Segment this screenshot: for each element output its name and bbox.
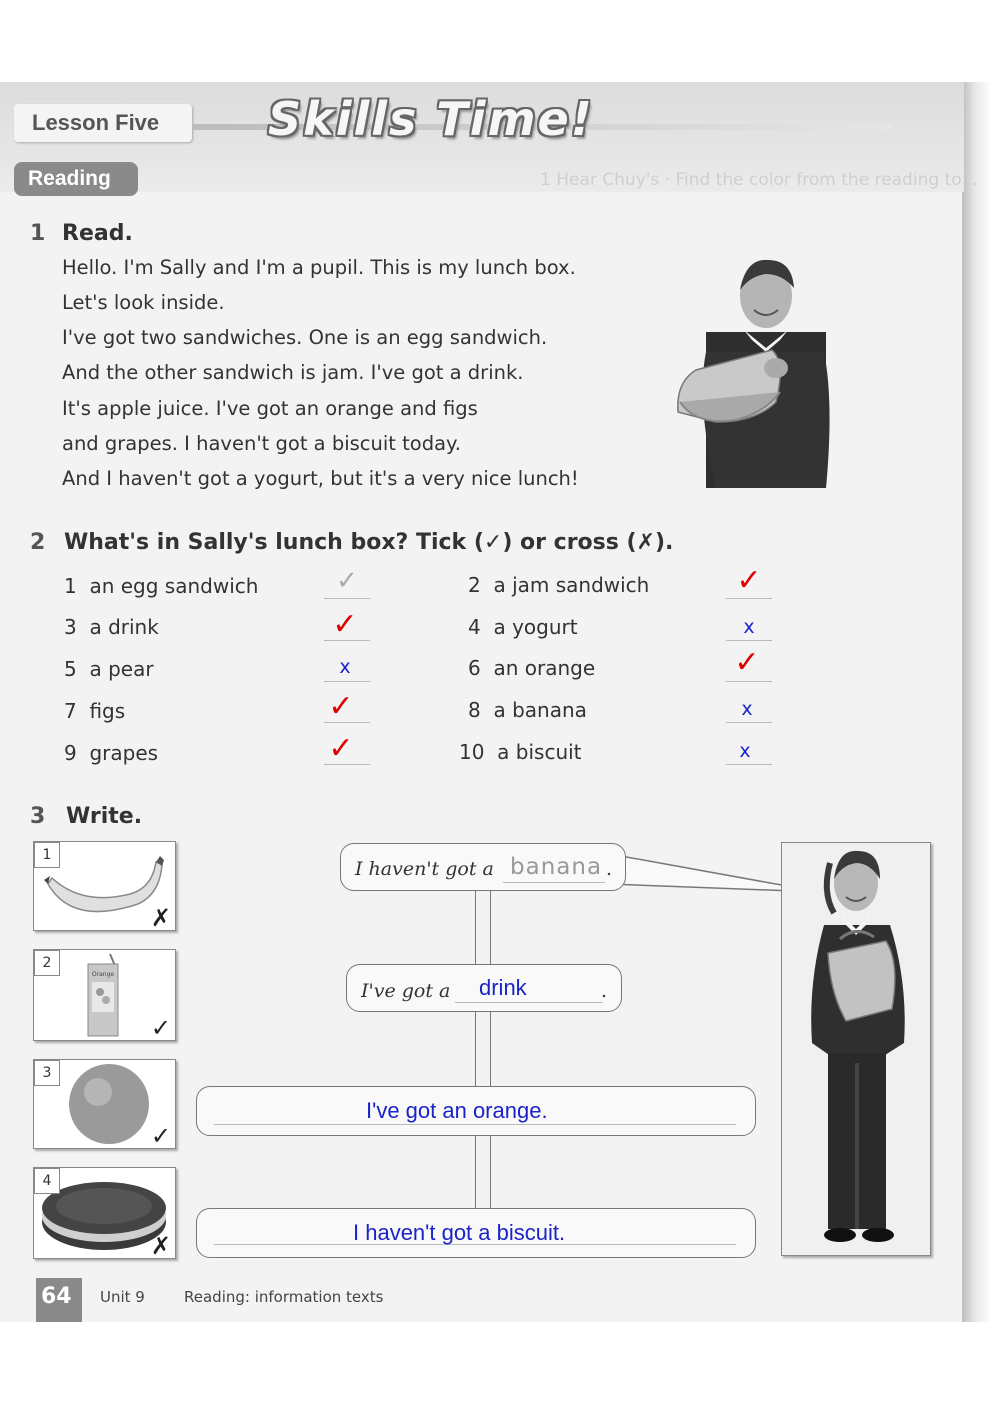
page-number: 64 <box>41 1284 72 1309</box>
ex2-title: What's in Sally's lunch box? Tick (✓) or cross (✗). <box>64 530 674 555</box>
ex3-title: Write. <box>66 804 143 829</box>
read-line-1: Hello. I'm Sally and I'm a pupil. This is my lunch box. <box>62 256 576 279</box>
answer-line <box>726 640 772 641</box>
picture-orange <box>33 1059 176 1149</box>
item-label: grapes <box>89 741 159 765</box>
ex2-item-5 <box>64 657 154 681</box>
sentence4-answer[interactable]: I haven't got a biscuit. <box>353 1220 566 1245</box>
tick-mark: ✓ <box>150 1014 171 1042</box>
footer-unit: Unit 9 <box>100 1288 145 1306</box>
answer-line <box>726 722 772 723</box>
juice-label: Orange <box>91 971 115 978</box>
sally-photo-top <box>676 252 832 488</box>
girl-with-lunchbox-icon <box>782 843 930 1255</box>
tick-mark: ✓ <box>150 1122 171 1150</box>
item-label: an egg sandwich <box>89 574 259 598</box>
answer-line <box>324 598 370 599</box>
cross-mark-blue[interactable]: x <box>741 698 753 720</box>
ex1-number: 1 <box>30 221 46 246</box>
page-fold-shadow <box>962 82 992 1322</box>
write-line <box>503 882 605 883</box>
frame-connector <box>475 888 491 968</box>
read-line-6: and grapes. I haven't got a biscuit today. <box>62 432 461 455</box>
picture-number: 1 <box>34 842 60 868</box>
cross-mark-blue[interactable]: x <box>743 616 755 638</box>
picture-number: 2 <box>34 950 60 976</box>
item-num: 8 <box>468 698 481 722</box>
answer-line <box>726 764 772 765</box>
tick-mark-red[interactable]: ✓ <box>736 563 762 598</box>
lesson-label: Lesson Five <box>32 110 160 135</box>
item-num: 7 <box>64 699 77 723</box>
sentence2-prompt: I've got a <box>361 980 451 1002</box>
item-label: a jam sandwich <box>493 573 650 597</box>
item-label: a yogurt <box>493 615 578 639</box>
faint-show-through-text: 1 Hear Chuy's · Find the color from the reading to... <box>540 170 978 190</box>
ex2-item-6 <box>468 656 595 680</box>
read-line-7: And I haven't got a yogurt, but it's a very nice lunch! <box>62 467 579 490</box>
picture-banana <box>33 841 176 931</box>
sentence1-answer[interactable]: banana <box>510 854 603 880</box>
item-label: a biscuit <box>497 740 582 764</box>
item-num: 6 <box>468 656 481 680</box>
write-line <box>455 1002 603 1003</box>
item-label: a pear <box>89 657 154 681</box>
juice-carton-icon <box>84 952 124 1038</box>
page-number-box <box>36 1278 82 1322</box>
answer-line <box>726 681 772 682</box>
footer-topic: Reading: information texts <box>184 1288 384 1306</box>
frame-connector <box>475 1008 491 1090</box>
ex2-item-2 <box>468 573 649 597</box>
page-title: Skills Time! <box>268 92 594 146</box>
tick-mark-red[interactable]: ✓ <box>332 607 358 642</box>
item-label: a drink <box>89 615 159 639</box>
sally-photo-right <box>781 842 931 1256</box>
item-num: 3 <box>64 615 77 639</box>
section-badge-label: Reading <box>28 167 111 190</box>
sentence3-answer[interactable]: I've got an orange. <box>366 1098 548 1123</box>
ex2-number: 2 <box>30 530 46 555</box>
section-badge <box>14 162 138 196</box>
read-line-4: And the other sandwich is jam. I've got a drink. <box>62 361 524 384</box>
answer-line <box>324 681 370 682</box>
tick-mark-grey[interactable]: ✓ <box>336 566 358 596</box>
item-num: 9 <box>64 741 77 765</box>
tick-mark-red[interactable]: ✓ <box>328 731 354 766</box>
frame-connector <box>475 1134 491 1212</box>
read-line-2: Let's look inside. <box>62 291 225 314</box>
cross-mark-blue[interactable]: x <box>339 656 351 678</box>
picture-biscuit <box>33 1167 176 1259</box>
item-label: a banana <box>493 698 587 722</box>
orange-icon <box>66 1062 152 1146</box>
item-num: 4 <box>468 615 481 639</box>
tick-mark-red[interactable]: ✓ <box>734 645 760 680</box>
sentence1-prompt: I haven't got a <box>355 858 494 880</box>
item-num: 1 <box>64 574 77 598</box>
read-line-5: It's apple juice. I've got an orange and figs <box>62 397 478 420</box>
cross-mark: ✗ <box>150 904 171 932</box>
picture-number: 3 <box>34 1060 60 1086</box>
item-num: 5 <box>64 657 77 681</box>
ex2-item-9 <box>64 741 158 765</box>
ex1-title: Read. <box>62 221 133 246</box>
write-line <box>214 1124 736 1125</box>
cross-mark: ✗ <box>150 1232 171 1260</box>
picture-number: 4 <box>34 1168 60 1194</box>
ex2-item-3 <box>64 615 159 639</box>
item-num: 2 <box>468 573 481 597</box>
read-line-3: I've got two sandwiches. One is an egg sandwich. <box>62 326 548 349</box>
cross-mark-blue[interactable]: x <box>739 740 751 762</box>
ex2-item-1 <box>64 574 258 598</box>
item-num: 10 <box>459 740 485 764</box>
tick-mark-red[interactable]: ✓ <box>328 689 354 724</box>
sentence2-answer[interactable]: drink <box>479 975 527 1000</box>
sentence1-end: . <box>606 858 613 880</box>
ex2-item-4 <box>468 615 578 639</box>
ex2-item-7 <box>64 699 125 723</box>
sentence2-end: . <box>601 980 608 1002</box>
picture-juice-carton <box>33 949 176 1041</box>
lesson-tab <box>14 104 192 142</box>
banana-icon <box>42 854 166 926</box>
answer-line <box>726 598 772 599</box>
item-label: an orange <box>493 656 596 680</box>
ex2-item-8 <box>468 698 587 722</box>
ex2-item-10 <box>459 740 582 764</box>
item-label: figs <box>89 699 126 723</box>
ex3-number: 3 <box>30 804 46 829</box>
